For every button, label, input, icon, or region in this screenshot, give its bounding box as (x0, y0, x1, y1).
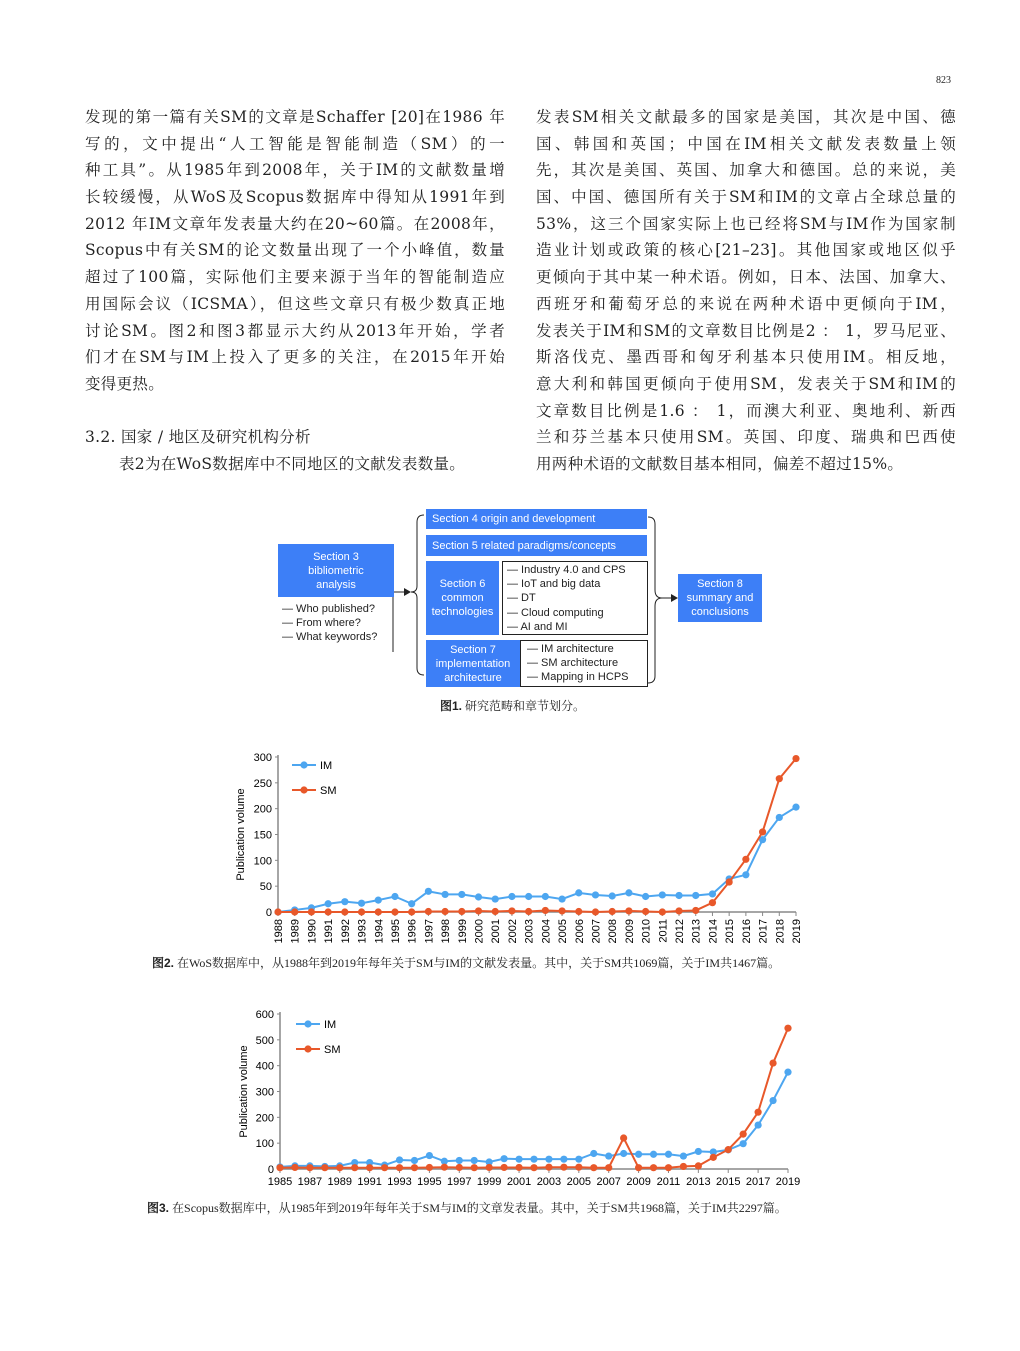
y-tick-label: 0 (267, 1164, 274, 1176)
data-point-sm (458, 908, 465, 915)
data-point-sm (441, 908, 448, 915)
text-line: 意大利和韩国更倾向于使用SM，发表关于SM和IM的 (536, 374, 956, 393)
data-point-sm (486, 1164, 493, 1171)
question: — What keywords? (282, 631, 378, 644)
figure3-caption (147, 1199, 787, 1216)
y-tick-label: 100 (255, 1138, 274, 1151)
data-point-sm (560, 1164, 567, 1171)
data-point-im (530, 1156, 537, 1163)
data-point-im (441, 891, 448, 898)
x-tick-label: 1999 (476, 1176, 502, 1188)
x-tick-label: 1997 (447, 1176, 472, 1188)
data-point-im (592, 891, 599, 898)
x-tick-label: 2011 (656, 1176, 681, 1188)
x-tick-label: 1993 (387, 1176, 412, 1188)
x-tick-label: 2016 (740, 919, 753, 944)
text-line: 表2为在WoS数据库中不同地区的文献发表数量。 (119, 454, 466, 473)
x-tick-label: 1995 (417, 1176, 442, 1188)
list-item: — IoT and big data (507, 578, 601, 591)
data-point-sm (755, 1109, 762, 1116)
data-point-sm (425, 908, 432, 915)
data-point-sm (695, 1162, 702, 1169)
x-tick-label: 2018 (774, 919, 787, 944)
data-point-sm (635, 1164, 642, 1171)
section8-title: Section 8 (697, 578, 743, 590)
legend-marker-im (304, 1020, 311, 1027)
data-point-im (650, 1151, 657, 1158)
data-point-im (609, 892, 616, 899)
x-tick-label: 1987 (297, 1176, 323, 1188)
data-point-sm (501, 1164, 508, 1171)
y-axis-label: Publication volume (235, 788, 247, 881)
data-point-im (525, 893, 532, 900)
text-line: 西班牙和葡萄牙总的来说在两种术语中更倾向于IM， (536, 294, 956, 313)
section3-line3: analysis (316, 578, 356, 591)
y-tick-label: 150 (253, 829, 272, 842)
x-tick-label: 2001 (490, 919, 503, 944)
text-line: 造业计划或政策的核心[21–23]。其他国家或地区似乎 (536, 241, 956, 260)
text-line: 超过了100篇，实际他们主要来源于当年的智能制造应 (85, 268, 505, 287)
data-point-sm (575, 1164, 582, 1171)
legend-label-sm: SM (324, 1044, 341, 1056)
legend-label-im: IM (320, 760, 333, 772)
x-tick-label: 2001 (506, 1176, 532, 1188)
section6-title: Section 6 (439, 578, 486, 590)
data-point-sm (475, 907, 482, 914)
x-tick-label: 1994 (373, 919, 386, 944)
text-line: 用国际会议（ICSMA），但这些文章只有极少数真正地 (85, 294, 505, 313)
y-tick-label: 300 (255, 1086, 274, 1099)
y-tick-label: 0 (265, 907, 272, 919)
data-point-sm (620, 1134, 627, 1141)
figure1-caption (440, 697, 585, 714)
data-point-sm (358, 908, 365, 915)
section7-line3: architecture (444, 671, 502, 684)
y-tick-label: 500 (255, 1034, 274, 1047)
x-tick-label: 2004 (540, 919, 553, 944)
data-point-sm (609, 908, 616, 915)
x-tick-label: 1999 (456, 919, 469, 944)
data-point-im (542, 893, 549, 900)
data-point-sm (675, 907, 682, 914)
caption-text: 在WoS数据库中，从1988年到2019年每年关于SM与IM的文献发表量。其中，关于SM共1069篇，关于IM共1467篇。 (174, 956, 781, 970)
data-point-im (642, 893, 649, 900)
section7-title: Section 7 (450, 643, 496, 656)
section5-box: Section 5 related paradigms/concepts (426, 535, 647, 556)
data-point-sm (325, 908, 332, 915)
x-tick-label: 2009 (626, 1176, 651, 1188)
data-point-im (575, 1156, 582, 1163)
data-point-im (755, 1121, 762, 1128)
section3-title: Section 3 (313, 550, 359, 563)
section8-line2: summary and (686, 592, 754, 604)
question: — Who published? (282, 603, 375, 615)
x-tick-label: 1988 (273, 919, 285, 944)
data-point-sm (471, 1164, 478, 1171)
data-point-sm (336, 1164, 343, 1171)
text-line: 写的，文中提出“人工智能是智能制造（SM）的一 (85, 134, 505, 153)
x-tick-label: 2019 (775, 1176, 801, 1188)
data-point-sm (341, 908, 348, 915)
x-tick-label: 1990 (306, 919, 319, 944)
data-point-im (515, 1156, 522, 1163)
data-point-sm (665, 1164, 672, 1171)
data-point-sm (692, 907, 699, 914)
list-item: — SM architecture (527, 657, 619, 670)
list-item: — DT (507, 592, 536, 605)
section-heading: 3.2. 国家 / 地区及研究机构分析 (85, 428, 311, 447)
list-item: — Mapping in HCPS (527, 671, 629, 684)
data-point-sm (426, 1164, 433, 1171)
text-line: 斯洛伐克、墨西哥和匈牙利基本只使用IM。相反地， (536, 348, 956, 367)
data-point-sm (351, 1164, 358, 1171)
text-line: 发现的第一篇有关SM的文章是Schaffer [20]在1986 年 (85, 108, 505, 126)
data-point-im (692, 892, 699, 899)
data-point-im (475, 893, 482, 900)
data-point-sm (650, 1164, 657, 1171)
data-point-im (458, 891, 465, 898)
x-tick-label: 1989 (327, 1176, 353, 1188)
x-tick-label: 2019 (791, 919, 803, 944)
data-point-sm (709, 899, 716, 906)
data-point-sm (659, 908, 666, 915)
x-tick-label: 1996 (406, 919, 419, 944)
data-point-im (575, 889, 582, 896)
text-line: 国、中国、德国所有关于SM和IM的文章占全球总量的 (536, 188, 956, 207)
data-point-sm (276, 1164, 283, 1171)
right-brace (648, 517, 662, 683)
section3-line2: bibliometric (308, 564, 364, 577)
x-tick-label: 1995 (389, 919, 402, 944)
data-point-im (492, 895, 499, 902)
data-point-im (558, 895, 565, 902)
data-point-im (391, 893, 398, 900)
x-tick-label: 1993 (356, 919, 369, 944)
data-point-sm (530, 1164, 537, 1171)
legend-marker-im (300, 761, 307, 768)
text-line: Scopus中有关SM的论文数量出现了一个小峰值，数量 (85, 241, 505, 260)
figure2-caption (152, 954, 780, 971)
data-point-sm (525, 908, 532, 915)
data-point-sm (542, 907, 549, 914)
data-point-im (456, 1157, 463, 1164)
data-point-im (396, 1156, 403, 1163)
caption-label: 图3. (147, 1201, 170, 1215)
data-point-sm (515, 1164, 522, 1171)
text-line: 变得更热。 (85, 374, 165, 393)
data-point-im (508, 893, 515, 900)
data-point-sm (366, 1164, 373, 1171)
data-point-sm (274, 908, 281, 915)
data-point-im (426, 1152, 433, 1159)
text-line: 先，其次是美国、英国、加拿大和德国。总的来说，美 (536, 161, 956, 180)
data-point-im (709, 890, 716, 897)
caption-label: 图2. (152, 956, 175, 970)
data-point-sm (375, 908, 382, 915)
data-point-im (590, 1150, 597, 1157)
legend-label-sm: SM (320, 785, 337, 797)
data-point-sm (411, 1164, 418, 1171)
x-tick-label: 2008 (607, 919, 620, 944)
y-tick-label: 200 (255, 1112, 274, 1125)
data-point-im (560, 1156, 567, 1163)
y-tick-label: 50 (259, 881, 272, 894)
x-tick-label: 2013 (690, 919, 703, 944)
data-point-im (659, 891, 666, 898)
data-point-sm (381, 1164, 388, 1171)
x-tick-label: 2007 (596, 1176, 621, 1188)
x-tick-label: 2005 (557, 919, 570, 944)
data-point-sm (642, 908, 649, 915)
x-tick-label: 2000 (473, 919, 486, 944)
data-point-im (769, 1097, 776, 1104)
text-line: 2012 年IM文章年发表量大约在20~60篇。在2008年， (85, 214, 505, 233)
legend-marker-sm (300, 786, 307, 793)
data-point-im (545, 1156, 552, 1163)
data-point-sm (740, 1131, 747, 1138)
section4-box: Section 4 origin and development (426, 509, 647, 529)
data-point-sm (710, 1154, 717, 1161)
data-point-im (471, 1157, 478, 1164)
list-item: — Industry 4.0 and CPS (507, 564, 626, 576)
data-point-im (742, 871, 749, 878)
y-tick-label: 300 (253, 752, 272, 764)
section6-line3: technologies (431, 606, 494, 618)
arrow-head-icon (404, 588, 411, 596)
data-point-sm (769, 1059, 776, 1066)
data-point-im (620, 1150, 627, 1157)
data-point-sm (396, 1164, 403, 1171)
text-line: 53%，这三个国家实际上也已经将SM与IM作为国家制 (536, 214, 956, 233)
x-tick-label: 1991 (323, 919, 336, 944)
data-point-sm (759, 828, 766, 835)
data-point-im (408, 900, 415, 907)
list-item: — Cloud computing (507, 606, 604, 619)
data-point-sm (776, 775, 783, 782)
y-tick-label: 250 (253, 777, 272, 790)
x-tick-label: 1991 (357, 1176, 382, 1188)
wos-chart (0, 740, 1020, 955)
data-point-im (695, 1148, 702, 1155)
data-point-sm (545, 1164, 552, 1171)
x-tick-label: 2006 (573, 919, 586, 944)
x-tick-label: 2014 (707, 919, 720, 944)
data-point-sm (391, 908, 398, 915)
text-line: 长较缓慢，从WoS及Scopus数据库中得知从1991年到 (85, 188, 505, 207)
data-point-im (740, 1140, 747, 1147)
x-tick-label: 1985 (267, 1176, 293, 1188)
data-point-sm (625, 907, 632, 914)
data-point-sm (456, 1164, 463, 1171)
text-line: 讨论SM。图2和图3都显示大约从2013年开始，学者 (85, 321, 505, 340)
data-point-im (501, 1155, 508, 1162)
data-point-sm (558, 907, 565, 914)
x-tick-label: 2013 (686, 1176, 711, 1188)
x-tick-label: 1998 (440, 919, 453, 944)
data-point-im (625, 889, 632, 896)
data-point-im (792, 804, 799, 811)
data-point-sm (784, 1025, 791, 1032)
x-tick-label: 2003 (523, 919, 536, 944)
list-item: — IM architecture (527, 643, 614, 655)
data-point-sm (306, 1164, 313, 1171)
x-tick-label: 1992 (339, 919, 352, 944)
section6-line2: common (441, 592, 484, 604)
data-point-sm (605, 1164, 612, 1171)
scopus-chart (0, 1000, 1020, 1195)
x-tick-label: 2010 (640, 919, 653, 944)
data-point-im (675, 892, 682, 899)
x-tick-label: 2003 (536, 1176, 562, 1188)
x-tick-label: 2005 (566, 1176, 592, 1188)
section8-line3: conclusions (691, 606, 749, 618)
text-line: 种工具”。从1985年到2008年，关于IM的文献数量增 (85, 161, 505, 180)
arrow-head-icon (671, 594, 678, 602)
data-point-im (325, 900, 332, 907)
caption-text: 在Scopus数据库中，从1985年到2019年每年关于SM与IM的文章发表量。其中，关于SM共1968篇，关于IM共2297篇。 (169, 1201, 787, 1215)
left-brace (411, 515, 424, 675)
legend-label-im: IM (324, 1019, 337, 1031)
series-line-sm (280, 1028, 788, 1168)
data-point-sm (508, 907, 515, 914)
data-point-im (635, 1151, 642, 1158)
data-point-im (341, 898, 348, 905)
text-line: 用两种术语的文献数目基本相同，偏差不超过15%。 (536, 454, 904, 473)
x-tick-label: 2007 (590, 919, 603, 944)
data-point-im (358, 900, 365, 907)
data-point-sm (742, 856, 749, 863)
data-point-sm (725, 1146, 732, 1153)
data-point-im (375, 897, 382, 904)
data-point-sm (291, 908, 298, 915)
y-tick-label: 400 (255, 1060, 274, 1073)
data-point-im (776, 814, 783, 821)
x-tick-label: 1989 (289, 919, 302, 944)
data-point-sm (592, 908, 599, 915)
data-point-sm (321, 1164, 328, 1171)
data-point-im (425, 888, 432, 895)
x-tick-label: 2015 (715, 1176, 741, 1188)
caption-label: 图1. (440, 699, 463, 713)
y-axis-label: Publication volume (238, 1045, 250, 1138)
caption-text: 研究范畴和章节划分。 (462, 699, 586, 713)
text-line: 们才在SM与IM上投入了更多的关注，在2015年开始 (85, 348, 505, 367)
data-point-im (680, 1152, 687, 1159)
x-tick-label: 2015 (724, 919, 737, 944)
data-point-sm (408, 908, 415, 915)
data-point-sm (492, 908, 499, 915)
x-tick-label: 2002 (506, 919, 519, 944)
text-line: 发表SM相关文献最多的国家是美国，其次是中国、德 (536, 108, 956, 126)
x-tick-label: 2012 (674, 919, 687, 944)
x-tick-label: 2011 (657, 919, 670, 943)
page-number: 823 (936, 75, 951, 86)
x-tick-label: 1997 (423, 919, 436, 944)
data-point-im (784, 1069, 791, 1076)
list-item: — AI and MI (507, 620, 568, 633)
legend-marker-sm (304, 1045, 311, 1052)
data-point-sm (308, 908, 315, 915)
text-line: 文章数目比例是1.6 ： 1，而澳大利亚、奥地利、新西 (536, 401, 956, 420)
text-line: 发表关于IM和SM的文章数目比例是2 ： 1，罗马尼亚、 (536, 321, 956, 340)
question: — From where? (282, 617, 361, 630)
x-tick-label: 2017 (757, 919, 770, 944)
y-tick-label: 100 (253, 855, 272, 868)
data-point-sm (575, 908, 582, 915)
text-line: 国、韩国和英国；中国在IM相关文献发表数量上领 (536, 134, 956, 153)
data-point-im (665, 1151, 672, 1158)
data-point-sm (441, 1164, 448, 1171)
data-point-sm (726, 878, 733, 885)
text-line: 兰和芬兰基本只使用SM。英国、印度、瑞典和巴西使 (536, 428, 956, 447)
text-line: 更倾向于其中某一种术语。例如，日本、法国、加拿大、 (536, 268, 956, 287)
x-tick-label: 2017 (745, 1176, 771, 1188)
data-point-sm (680, 1163, 687, 1170)
section7-line2: implementation (435, 657, 511, 670)
data-point-im (605, 1152, 612, 1159)
data-point-im (411, 1157, 418, 1164)
data-point-sm (291, 1164, 298, 1171)
x-tick-label: 2009 (623, 919, 636, 944)
data-point-sm (792, 755, 799, 762)
data-point-sm (590, 1164, 597, 1171)
y-tick-label: 600 (255, 1009, 274, 1021)
y-tick-label: 200 (253, 803, 272, 816)
